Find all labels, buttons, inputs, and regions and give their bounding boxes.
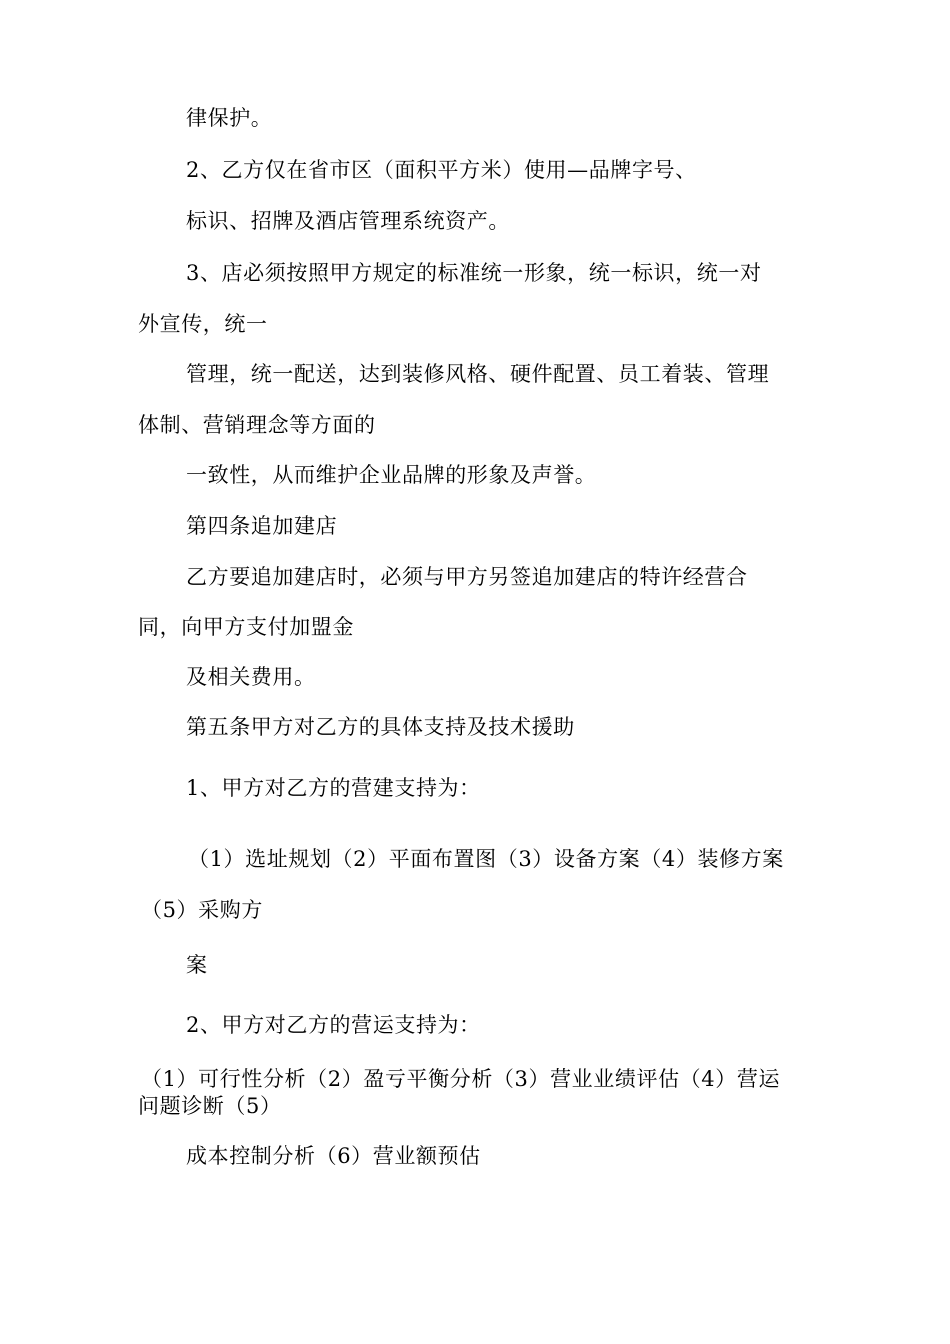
text-line: 乙方要追加建店时，必须与甲方另签追加建店的特许经营合 xyxy=(186,565,748,589)
text-line: 2、甲方对乙方的营运支持为： xyxy=(186,1013,481,1037)
text-line: 1、甲方对乙方的营建支持为： xyxy=(186,776,481,800)
section-heading: 第五条甲方对乙方的具体支持及技术援助 xyxy=(186,715,575,739)
text-line: 外宣传，统一 xyxy=(138,312,268,336)
text-line: 3、店必须按照甲方规定的标准统一形象，统一标识，统一对 xyxy=(186,261,762,285)
text-line: 及相关费用。 xyxy=(186,665,316,689)
text-line: （5）采购方 xyxy=(141,898,263,922)
text-line: 2、乙方仅在省市区（面积平方米）使用—品牌字号、 xyxy=(186,158,697,182)
text-line: 律保护。 xyxy=(186,106,273,130)
text-line: （1）选址规划（2）平面布置图（3）设备方案（4）装修方案 xyxy=(188,847,784,871)
text-line: 一致性，从而维护企业品牌的形象及声誉。 xyxy=(186,463,597,487)
section-heading: 第四条追加建店 xyxy=(186,514,338,538)
text-line: 体制、营销理念等方面的 xyxy=(138,413,376,437)
text-line: （1）可行性分析（2）盈亏平衡分析（3）营业业绩评估（4）营运 xyxy=(141,1067,781,1091)
text-line: 标识、招牌及酒店管理系统资产。 xyxy=(186,209,510,233)
text-line: 同，向甲方支付加盟金 xyxy=(138,615,354,639)
text-line: 成本控制分析（6）营业额预估 xyxy=(186,1144,481,1168)
text-line: 问题诊断（5） xyxy=(138,1094,282,1118)
text-line: 管理，统一配送，达到装修风格、硬件配置、员工着装、管理 xyxy=(186,362,770,386)
text-line: 案 xyxy=(186,953,208,977)
